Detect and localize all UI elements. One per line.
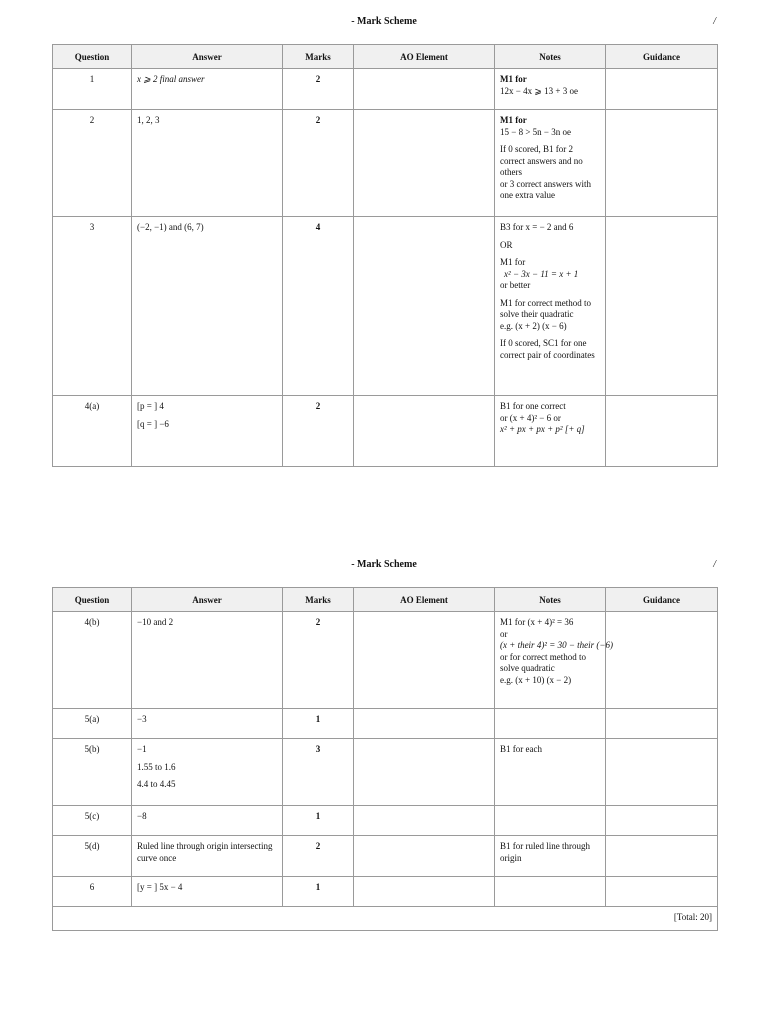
answer-cell [132,836,283,877]
ao-element-cell [354,110,495,217]
ao-element-cell [354,612,495,709]
table-row [53,396,718,467]
table-row [53,806,718,836]
page-title: - Mark Scheme [351,16,417,27]
note-text: If 0 scored, SC1 for one correct pair of coordinates [500,338,595,360]
ao-element-cell [354,709,495,739]
notes-cell [495,612,613,709]
table-row [53,612,718,709]
note-text: M1 for [500,257,526,267]
guidance-cell [606,806,718,836]
note-text: or better [500,280,531,290]
answer-cell [132,612,283,709]
notes-cell [495,709,606,739]
table-header-row [53,588,718,612]
notes-cell [495,396,606,467]
ao-element-cell [354,836,495,877]
question-cell: 5(c) [53,806,132,836]
answer-text: −8 [137,811,147,821]
col-header-answer: Answer [132,588,283,612]
question-cell: 4(b) [53,612,132,709]
ao-element-cell [354,69,495,110]
notes-cell [495,739,606,806]
col-header-guidance: Guidance [606,588,718,612]
marks-cell: 2 [283,396,354,467]
question-cell: 6 [53,877,132,907]
marks-cell: 2 [283,836,354,877]
notes-cell [495,110,606,217]
answer-cell [132,739,283,806]
note-text: e.g. (x + 2) (x − 6) [500,320,567,331]
question-cell: 3 [53,217,132,396]
answer-cell [132,709,283,739]
answer-text: 1.55 to 1.6 [137,761,176,772]
ao-element-cell [354,806,495,836]
note-text: B1 for one correct [500,401,566,411]
note-text: or (x + 4)² − 6 or [500,412,561,423]
question-cell: 5(a) [53,709,132,739]
marks-cell: 2 [283,69,354,110]
notes-cell [495,217,606,396]
page-number: / [713,559,716,570]
ao-element-cell [354,739,495,806]
col-header-question: Question [53,45,132,69]
question-cell: 5(d) [53,836,132,877]
col-header-question: Question [53,588,132,612]
col-header-notes: Notes [495,588,606,612]
notes-cell [495,877,606,907]
notes-cell [495,836,606,877]
marks-cell: 2 [283,110,354,217]
answer-text: (−2, −1) and (6, 7) [137,222,204,232]
col-header-notes: Notes [495,45,606,69]
note-text: B3 for x = − 2 and 6 [500,222,574,232]
mark-scheme-table-2 [52,587,718,931]
note-text: B1 for each [500,744,542,754]
guidance-cell [606,396,718,467]
table-row [53,836,718,877]
marks-cell: 3 [283,739,354,806]
table-row [53,217,718,396]
guidance-cell [606,877,718,907]
notes-cell [495,806,606,836]
guidance-cell [606,709,718,739]
note-text: OR [500,239,513,250]
note-text: M1 for (x + 4)² = 36 [500,617,574,627]
guidance-cell [606,217,718,396]
mark-scheme-table-1 [52,44,718,467]
table-row [53,877,718,907]
col-header-marks: Marks [283,588,354,612]
page-header [0,12,768,32]
table-header-row [53,45,718,69]
table-row [53,739,718,806]
ao-element-cell [354,396,495,467]
answer-cell [132,217,283,396]
col-header-marks: Marks [283,45,354,69]
note-text: or for correct method to solve quadratic [500,651,586,673]
question-cell: 5(b) [53,739,132,806]
question-cell: 1 [53,69,132,110]
answer-cell [132,69,283,110]
note-text: e.g. (x + 10) (x − 2) [500,674,572,685]
note-text: B1 for ruled line through origin [500,841,590,863]
marks-cell: 1 [283,806,354,836]
ao-element-cell [354,217,495,396]
answer-text: x ⩾ 2 final answer [137,74,205,84]
answer-text: 4.4 to 4.45 [137,779,176,789]
page-header [0,555,768,575]
note-text: If 0 scored, B1 for 2 correct answers and no others [500,144,583,177]
answer-text: −3 [137,714,147,724]
mark-scheme-page-2 [0,555,768,575]
answer-cell [132,110,283,217]
marks-cell: 4 [283,217,354,396]
note-text: M1 for [500,115,527,125]
col-header-ao-element: AO Element [354,45,495,69]
col-header-ao-element: AO Element [354,588,495,612]
table-row [53,709,718,739]
answer-text: [q = ] −6 [137,418,169,429]
note-text: or 3 correct answers with one extra value [500,178,591,200]
mark-scheme-page-1 [0,12,768,32]
guidance-cell [606,612,718,709]
guidance-cell [606,69,718,110]
note-text: 12x − 4x ⩾ 13 + 3 oe [500,85,578,96]
note-text: 15 − 8 > 5n − 3n oe [500,126,571,137]
notes-cell [495,69,606,110]
note-equation: x² + px + px + p² [+ q] [500,424,585,434]
marks-cell: 1 [283,709,354,739]
page-number: / [713,16,716,27]
answer-text: [y = ] 5x − 4 [137,882,183,892]
page-title: - Mark Scheme [351,559,417,570]
table-row [53,110,718,217]
note-equation: (x + their 4)² = 30 − their (−6) [500,640,613,650]
answer-cell [132,396,283,467]
total-marks: [Total: 20] [53,907,718,931]
note-text: M1 for [500,74,527,84]
answer-cell [132,806,283,836]
answer-cell [132,877,283,907]
ao-element-cell [354,877,495,907]
answer-text: −1 [137,744,147,754]
note-equation: x² − 3x − 11 = x + 1 [504,268,579,279]
note-text: or [500,628,508,639]
answer-text: [p = ] 4 [137,401,164,411]
guidance-cell [606,739,718,806]
total-row [53,907,718,931]
question-cell: 2 [53,110,132,217]
guidance-cell [606,836,718,877]
question-cell: 4(a) [53,396,132,467]
marks-cell: 2 [283,612,354,709]
table-row [53,69,718,110]
marks-cell: 1 [283,877,354,907]
guidance-cell [606,110,718,217]
col-header-guidance: Guidance [606,45,718,69]
col-header-answer: Answer [132,45,283,69]
note-text: M1 for correct method to solve their quadratic [500,297,591,319]
answer-text: −10 and 2 [137,617,174,627]
answer-text: 1, 2, 3 [137,115,160,125]
answer-text: Ruled line through origin intersecting curve once [137,841,273,863]
